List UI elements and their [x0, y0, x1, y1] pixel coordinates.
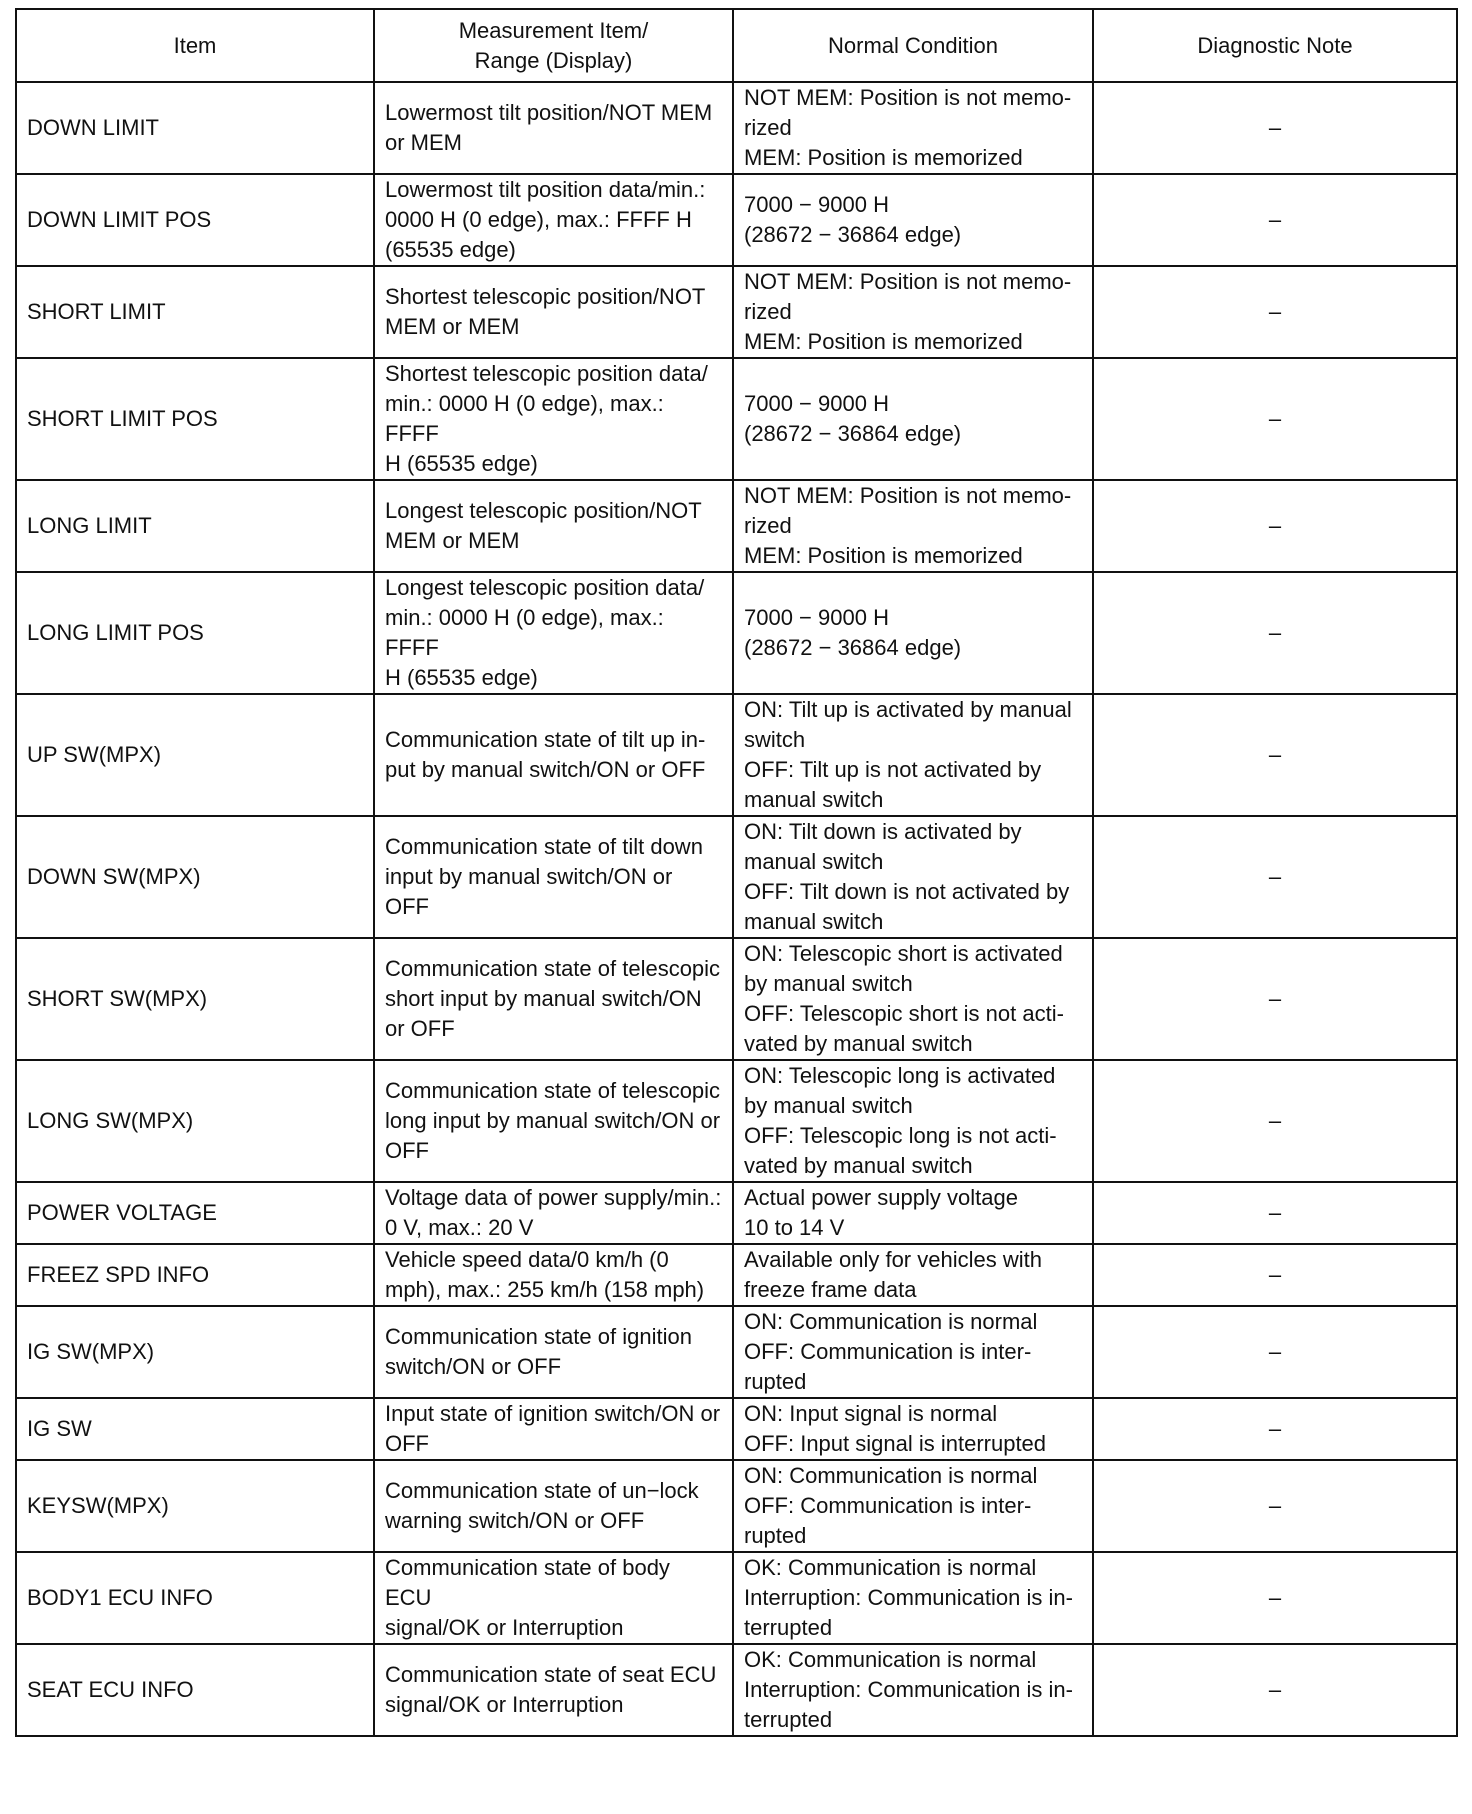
cell-item: SHORT SW(MPX) — [16, 938, 374, 1060]
cell-measurement: Longest telescopic position/NOT MEM or MEM — [374, 480, 733, 572]
cell-measurement: Communication state of tilt down input by manual switch/ON or OFF — [374, 816, 733, 938]
cell-item: LONG LIMIT — [16, 480, 374, 572]
cell-diagnostic-note: – — [1093, 1182, 1457, 1244]
table-header — [16, 9, 1457, 82]
cell-normal-condition: 7000 − 9000 H (28672 − 36864 edge) — [733, 358, 1093, 480]
table-row — [16, 816, 1457, 938]
cell-normal-condition: ON: Telescopic short is activated by manual switch OFF: Telescopic short is not acti- vated by manual switch — [733, 938, 1093, 1060]
table-row — [16, 1398, 1457, 1460]
cell-item: SHORT LIMIT POS — [16, 358, 374, 480]
cell-diagnostic-note: – — [1093, 1398, 1457, 1460]
cell-diagnostic-note: – — [1093, 938, 1457, 1060]
cell-normal-condition: Actual power supply voltage 10 to 14 V — [733, 1182, 1093, 1244]
table-row — [16, 266, 1457, 358]
cell-item: FREEZ SPD INFO — [16, 1244, 374, 1306]
table-row — [16, 1182, 1457, 1244]
cell-item: UP SW(MPX) — [16, 694, 374, 816]
cell-diagnostic-note: – — [1093, 1244, 1457, 1306]
cell-measurement: Lowermost tilt position data/min.: 0000 H (0 edge), max.: FFFF H (65535 edge) — [374, 174, 733, 266]
table-row — [16, 480, 1457, 572]
cell-normal-condition: 7000 − 9000 H (28672 − 36864 edge) — [733, 174, 1093, 266]
header-measurement: Measurement Item/ Range (Display) — [374, 9, 733, 82]
cell-normal-condition: NOT MEM: Position is not memo- rized MEM: Position is memorized — [733, 266, 1093, 358]
cell-diagnostic-note: – — [1093, 1060, 1457, 1182]
cell-measurement: Communication state of seat ECU signal/OK or Interruption — [374, 1644, 733, 1736]
cell-item: IG SW(MPX) — [16, 1306, 374, 1398]
table-row — [16, 1060, 1457, 1182]
cell-normal-condition: NOT MEM: Position is not memo- rized MEM: Position is memorized — [733, 480, 1093, 572]
cell-diagnostic-note: – — [1093, 1644, 1457, 1736]
cell-normal-condition: ON: Communication is normal OFF: Communication is inter- rupted — [733, 1460, 1093, 1552]
table-body — [16, 82, 1457, 1736]
cell-measurement: Communication state of ignition switch/ON or OFF — [374, 1306, 733, 1398]
cell-diagnostic-note: – — [1093, 82, 1457, 174]
cell-item: SHORT LIMIT — [16, 266, 374, 358]
cell-measurement: Communication state of un−lock warning switch/ON or OFF — [374, 1460, 733, 1552]
cell-normal-condition: Available only for vehicles with freeze frame data — [733, 1244, 1093, 1306]
cell-diagnostic-note: – — [1093, 480, 1457, 572]
cell-measurement: Shortest telescopic position/NOT MEM or MEM — [374, 266, 733, 358]
table-row — [16, 82, 1457, 174]
header-normal-condition: Normal Condition — [733, 9, 1093, 82]
table-row — [16, 1306, 1457, 1398]
cell-normal-condition: ON: Telescopic long is activated by manual switch OFF: Telescopic long is not acti- vated by manual switch — [733, 1060, 1093, 1182]
cell-diagnostic-note: – — [1093, 358, 1457, 480]
table-row — [16, 1244, 1457, 1306]
cell-item: SEAT ECU INFO — [16, 1644, 374, 1736]
header-row — [16, 9, 1457, 82]
table-row — [16, 572, 1457, 694]
cell-measurement: Shortest telescopic position data/ min.: 0000 H (0 edge), max.: FFFF H (65535 edge) — [374, 358, 733, 480]
table-row — [16, 1460, 1457, 1552]
table-row — [16, 694, 1457, 816]
data-list-table — [15, 8, 1458, 1737]
cell-diagnostic-note: – — [1093, 816, 1457, 938]
cell-diagnostic-note: – — [1093, 266, 1457, 358]
cell-diagnostic-note: – — [1093, 694, 1457, 816]
cell-measurement: Communication state of body ECU signal/OK or Interruption — [374, 1552, 733, 1644]
cell-measurement: Communication state of telescopic short input by manual switch/ON or OFF — [374, 938, 733, 1060]
cell-diagnostic-note: – — [1093, 1306, 1457, 1398]
table-row — [16, 1552, 1457, 1644]
cell-item: DOWN LIMIT POS — [16, 174, 374, 266]
cell-diagnostic-note: – — [1093, 572, 1457, 694]
header-item: Item — [16, 9, 374, 82]
cell-item: DOWN LIMIT — [16, 82, 374, 174]
cell-normal-condition: OK: Communication is normal Interruption: Communication is in- terrupted — [733, 1552, 1093, 1644]
cell-item: BODY1 ECU INFO — [16, 1552, 374, 1644]
cell-item: IG SW — [16, 1398, 374, 1460]
table-row — [16, 1644, 1457, 1736]
header-diagnostic-note: Diagnostic Note — [1093, 9, 1457, 82]
table-row — [16, 174, 1457, 266]
cell-item: POWER VOLTAGE — [16, 1182, 374, 1244]
cell-normal-condition: OK: Communication is normal Interruption: Communication is in- terrupted — [733, 1644, 1093, 1736]
cell-normal-condition: ON: Tilt down is activated by manual switch OFF: Tilt down is not activated by manual switch — [733, 816, 1093, 938]
cell-measurement: Lowermost tilt position/NOT MEM or MEM — [374, 82, 733, 174]
cell-diagnostic-note: – — [1093, 174, 1457, 266]
cell-normal-condition: 7000 − 9000 H (28672 − 36864 edge) — [733, 572, 1093, 694]
table-row — [16, 358, 1457, 480]
cell-diagnostic-note: – — [1093, 1552, 1457, 1644]
cell-measurement: Communication state of tilt up in- put by manual switch/ON or OFF — [374, 694, 733, 816]
cell-diagnostic-note: – — [1093, 1460, 1457, 1552]
cell-item: KEYSW(MPX) — [16, 1460, 374, 1552]
cell-measurement: Vehicle speed data/0 km/h (0 mph), max.: 255 km/h (158 mph) — [374, 1244, 733, 1306]
table-row — [16, 938, 1457, 1060]
cell-measurement: Longest telescopic position data/ min.: 0000 H (0 edge), max.: FFFF H (65535 edge) — [374, 572, 733, 694]
cell-item: DOWN SW(MPX) — [16, 816, 374, 938]
cell-item: LONG LIMIT POS — [16, 572, 374, 694]
cell-normal-condition: ON: Communication is normal OFF: Communication is inter- rupted — [733, 1306, 1093, 1398]
cell-item: LONG SW(MPX) — [16, 1060, 374, 1182]
cell-measurement: Communication state of telescopic long input by manual switch/ON or OFF — [374, 1060, 733, 1182]
cell-measurement: Input state of ignition switch/ON or OFF — [374, 1398, 733, 1460]
cell-measurement: Voltage data of power supply/min.: 0 V, max.: 20 V — [374, 1182, 733, 1244]
cell-normal-condition: ON: Input signal is normal OFF: Input signal is interrupted — [733, 1398, 1093, 1460]
cell-normal-condition: ON: Tilt up is activated by manual switch OFF: Tilt up is not activated by manual switch — [733, 694, 1093, 816]
cell-normal-condition: NOT MEM: Position is not memo- rized MEM: Position is memorized — [733, 82, 1093, 174]
